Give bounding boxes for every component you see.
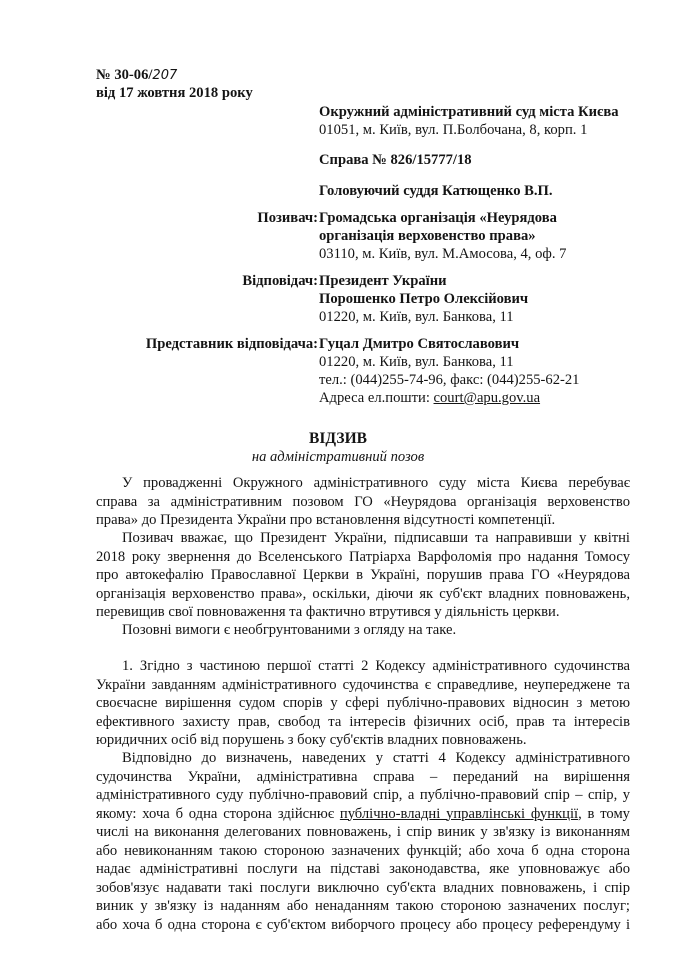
handwritten-number: 207 (152, 68, 178, 83)
text-line: Відповідно до визначень, наведених у статті 4 Кодексу адміністративного (122, 750, 630, 766)
defendant-label: Відповідач: (242, 273, 318, 289)
text-line: виник у зв'язку із наданням або ненаданням такою стороною зазначених послуг; (96, 898, 630, 914)
text-fragment: , в тому (578, 805, 630, 822)
representative-address: 01220, м. Київ, вул. Банкова, 11 (319, 354, 514, 370)
document-title: ВІДЗИВ (309, 430, 367, 447)
presiding-judge: Головуючий суддя Катющенко В.П. (319, 183, 553, 199)
paragraph-1 (96, 474, 630, 530)
plaintiff-name-line2: організація верховенство права» (319, 228, 536, 244)
representative-phone: тел.: (044)255-74-96, факс: (044)255-62-21 (319, 372, 580, 388)
representative-label: Представник відповідача: (145, 336, 318, 352)
paragraph-4 (96, 657, 630, 750)
court-name: Окружний адміністративний суд міста Києва (319, 104, 619, 120)
text-line: права» до Президента України про встановлення відсутності компетенції. (96, 512, 556, 528)
paragraph-2 (96, 529, 630, 622)
representative-name: Гуцал Дмитро Святославович (319, 336, 520, 352)
email-label: Адреса ел.пошти: (319, 390, 434, 406)
text-line: організація верховенство права», оскільки, діючи як суб'єкт владних повноважень, (96, 585, 630, 602)
outgoing-date: від 17 жовтня 2018 року (96, 85, 253, 101)
outgoing-number-prefix: № 30-06/ (96, 67, 153, 83)
text-line: числі на виконання делегованих повноважень, і спір виник у зв'язку із виконанням (96, 824, 630, 840)
document-subtitle: на адміністративний позов (251, 449, 425, 465)
text-fragment: якому: хоча б одна сторона здійснює (96, 805, 340, 822)
defendant-name-line1: Президент України (319, 273, 447, 289)
text-line: судочинства України, адміністративна справа – переданий на вирішення (96, 768, 630, 785)
text-line: юридичних осіб від порушень з боку суб'єктів владних повноважень. (96, 732, 527, 748)
email-link[interactable]: court@apu.gov.ua (433, 390, 541, 406)
text-line: або хоча б одна сторона є суб'єктом виборчого процесу або процесу референдуму і (96, 916, 630, 933)
plaintiff-address: 03110, м. Київ, вул. М.Амосова, 4, оф. 7 (319, 246, 567, 262)
text-line: перевищив свої повноваження та фактично втрутився у діяльність церкви. (96, 604, 560, 620)
paragraph-3: Позовні вимоги є необгрунтованими з огляду на таке. (122, 622, 457, 638)
text-line: 1. Згідно з частиною першої статті 2 Кодексу адміністративного судочинства (122, 658, 630, 674)
paragraph-5 (96, 749, 630, 934)
defendant-name-line2: Порошенко Петро Олексійович (319, 291, 529, 307)
plaintiff-label: Позивач: (257, 210, 318, 226)
text-line: У провадженні Окружного адміністративного суду міста Києва перебуває (122, 475, 630, 491)
outgoing-number (96, 66, 177, 86)
text-line: своєчасне вирішення судом спорів у сфері публічно-правових відносин з метою (96, 695, 630, 711)
court-address: 01051, м. Київ, вул. П.Болбочана, 8, корп. 1 (319, 122, 588, 138)
representative-email-line (319, 389, 540, 408)
text-line: ефективного захисту прав, свобод та інтересів фізичних осіб, прав та інтересів (96, 713, 630, 730)
text-line: України завданням адміністративного судочинства є справедливе, неупереджене та (96, 676, 630, 693)
text-line: Позивач вважає, що Президент України, підписавши та направивши у квітні (122, 530, 630, 546)
text-line: справа за адміністративним позовом ГО «Неурядова організація верховенство (96, 493, 630, 510)
underlined-phrase: публічно-владні управлінські функції (339, 805, 579, 822)
text-line: або невиконанням такою стороною зазначених функцій; або хоча б одна сторона (96, 842, 630, 859)
text-line: 2018 року звернення до Вселенського Патріарха Варфоломія про надання Томосу (96, 548, 630, 565)
text-line: надає адміністративні послуги на підставі законодавства, яке уповноважує або (96, 861, 630, 877)
text-line: адміністративного суду публічно-правовий спір, а публічно-правовий спір – спір, у (96, 787, 630, 803)
defendant-address: 01220, м. Київ, вул. Банкова, 11 (319, 309, 514, 325)
text-line (96, 805, 630, 824)
text-line: зобов'язує надавати такі послуги виключно суб'єкта владних повноважень, і спір (96, 879, 630, 896)
text-line: про автокефалію Православної Церкви в Україні, порушив права ГО «Неурядова (96, 567, 630, 583)
plaintiff-name-line1: Громадська організація «Неурядова (319, 210, 557, 226)
case-number: Справа № 826/15777/18 (319, 152, 472, 168)
